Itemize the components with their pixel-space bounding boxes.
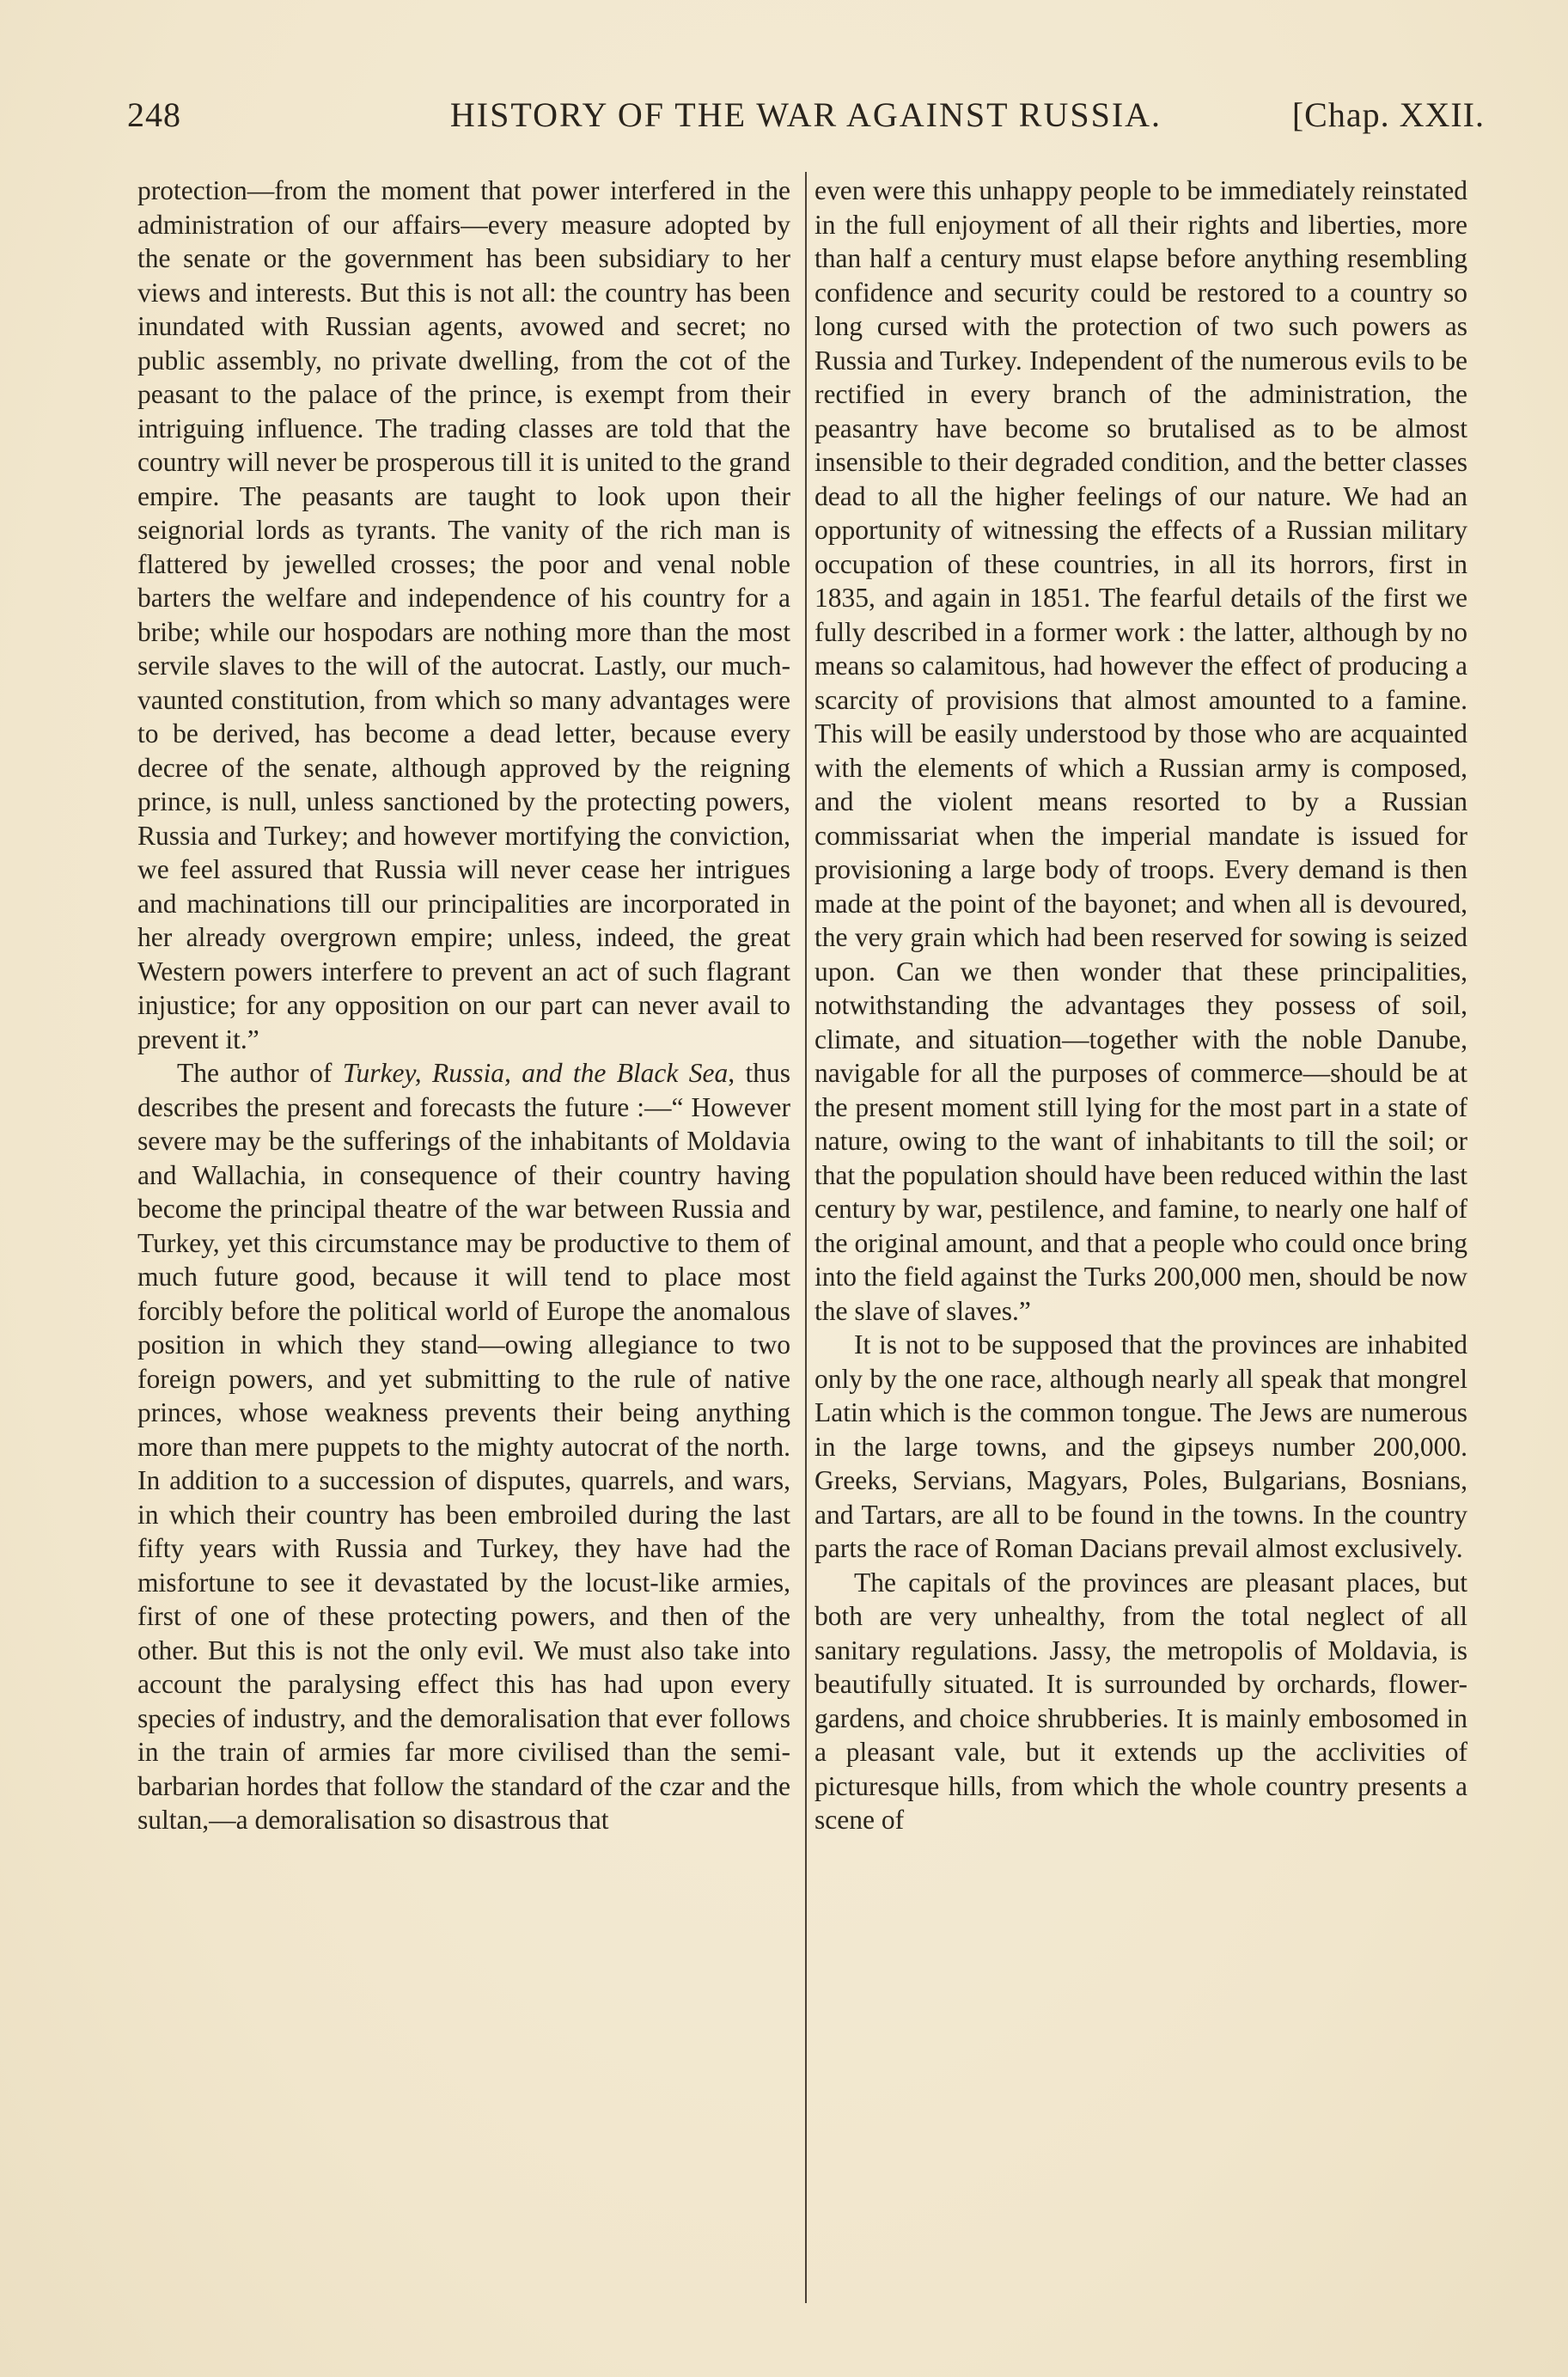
page-number: 248 (127, 95, 181, 134)
column-divider (805, 172, 807, 2303)
left-paragraph-2-text: , thus describes the present and forecasts the future :—“ However severe may be the sufferings of the inhabitants of Moldavia and Wallachia, in consequence of their country having become the principal theatre of the war between Russia and Turkey, yet this circumstance may be productive to them of much future good, because it will tend to place most forcibly before the political world of Europe the anomalous position in which they stand—owing allegiance to two foreign powers, and yet submitting to the rule of native princes, whose weakness prevents their being anything more than mere puppets to the mighty autocrat of the north. In addition to a succession of disputes, quarrels, and wars, in which their country has been embroiled during the last fifty years with Russia and Turkey, they have had the misfortune to see it devastated by the locust-like armies, first of one of these protecting powers, and then of the other. But this is not the only evil. We must also take into account the paralysing effect this has had upon every species of industry, and the demoralisation that ever follows in the train of armies far more civilised than the semi-barbarian hordes that follow the standard of the czar and the sultan,—a demoralisation so disastrous that (137, 1058, 790, 1835)
right-paragraph-3: The capitals of the provinces are pleasant places, but both are very unhealthy, from the total neglect of all sanitary regulations. Jassy, the metropolis of Moldavia, is beautifully situated. It is surrounded by orchards, flower-gardens, and choice shrubberies. It is mainly embosomed in a pleasant vale, but it extends up the acclivities of picturesque hills, from which the whole country presents a scene of (815, 1567, 1467, 1835)
right-paragraph-2: It is not to be supposed that the provinces are inhabited only by the one race, although nearly all speak that mongrel Latin which is the common tongue. The Jews are numerous in the large towns, and the gipseys number 200,000. Greeks, Servians, Magyars, Poles, Bulgarians, Bosnians, and Tartars, are all to be found in the towns. In the country parts the race of Roman Dacians prevail almost exclusively. (815, 1329, 1467, 1563)
right-paragraph-1: even were this unhappy people to be immediately reinstated in the full enjoyment of all their rights and liberties, more than half a century must elapse before anything resembling confidence and security could be restored to a country so long cursed with the protection of two such powers as Russia and Turkey. Independent of the numerous evils to be rectified in every branch of the administration, the peasantry have become so brutalised as to be almost insensible to their degraded condition, and the better classes dead to all the higher feelings of our nature. We had an opportunity of witnessing the effects of a Russian military occupation of these countries, in all its horrors, first in 1835, and again in 1851. The fearful details of the first we fully described in a former work : the latter, although by no means so calamitous, had however the effect of producing a scarcity of provisions that almost amounted to a famine. This will be easily understood by those who are acquainted with the elements of which a Russian army is composed, and the violent means resorted to by a Russian commissariat when the imperial mandate is issued for provisioning a large body of troops. Every demand is then made at the point of the bayonet; and when all is devoured, the very grain which had been reserved for sowing is seized upon. Can we then wonder that these principalities, notwithstanding the advantages they possess of soil, climate, and situation—together with the noble Danube, navigable for all the purposes of commerce—should be at the present moment still lying for the most part in a state of nature, owing to the want of inhabitants to till the soil; or that the population should have been reduced within the last century by war, pestilence, and famine, to nearly one half of the original amount, and that a people who could once bring into the field against the Turks 200,000 men, should be now the slave of slaves.” (815, 175, 1467, 1326)
running-title: HISTORY OF THE WAR AGAINST RUSSIA. (449, 95, 1162, 134)
left-column (137, 174, 790, 1837)
left-paragraph-2 (137, 1056, 790, 1837)
book-title-citation: Turkey, Russia, and the Black Sea (342, 1058, 729, 1088)
chapter-label: [Chap. XXII. (1291, 95, 1485, 134)
left-paragraph-1: protection—from the moment that power interfered in the administration of our affairs—every measure adopted by the senate or the government has been subsidiary to her views and interests. But this is not all: the country has been inundated with Russian agents, avowed and secret; no public assembly, no private dwelling, from the cot of the peasant to the palace of the prince, is exempt from their intriguing influence. The trading classes are told that the country will never be prosperous till it is united to the grand empire. The peasants are taught to look upon their seignorial lords as tyrants. The vanity of the rich man is flattered by jewelled crosses; the poor and venal noble barters the welfare and independence of his country for a bribe; while our hospodars are nothing more than the most servile slaves to the will of the autocrat. Lastly, our much-vaunted constitution, from which so many advantages were to be derived, has become a dead letter, because every decree of the senate, although approved by the reigning prince, is null, unless sanctioned by the protecting powers, Russia and Turkey; and however mortifying the conviction, we feel assured that Russia will never cease her intrigues and machinations till our principalities are incorporated in her already overgrown empire; unless, indeed, the great Western powers interfere to prevent an act of such flagrant injustice; for any opposition on our part can never avail to prevent it.” (137, 175, 790, 1054)
running-header (127, 95, 1485, 146)
right-column (815, 174, 1467, 1837)
left-paragraph-2-lead: The author of (177, 1058, 343, 1088)
